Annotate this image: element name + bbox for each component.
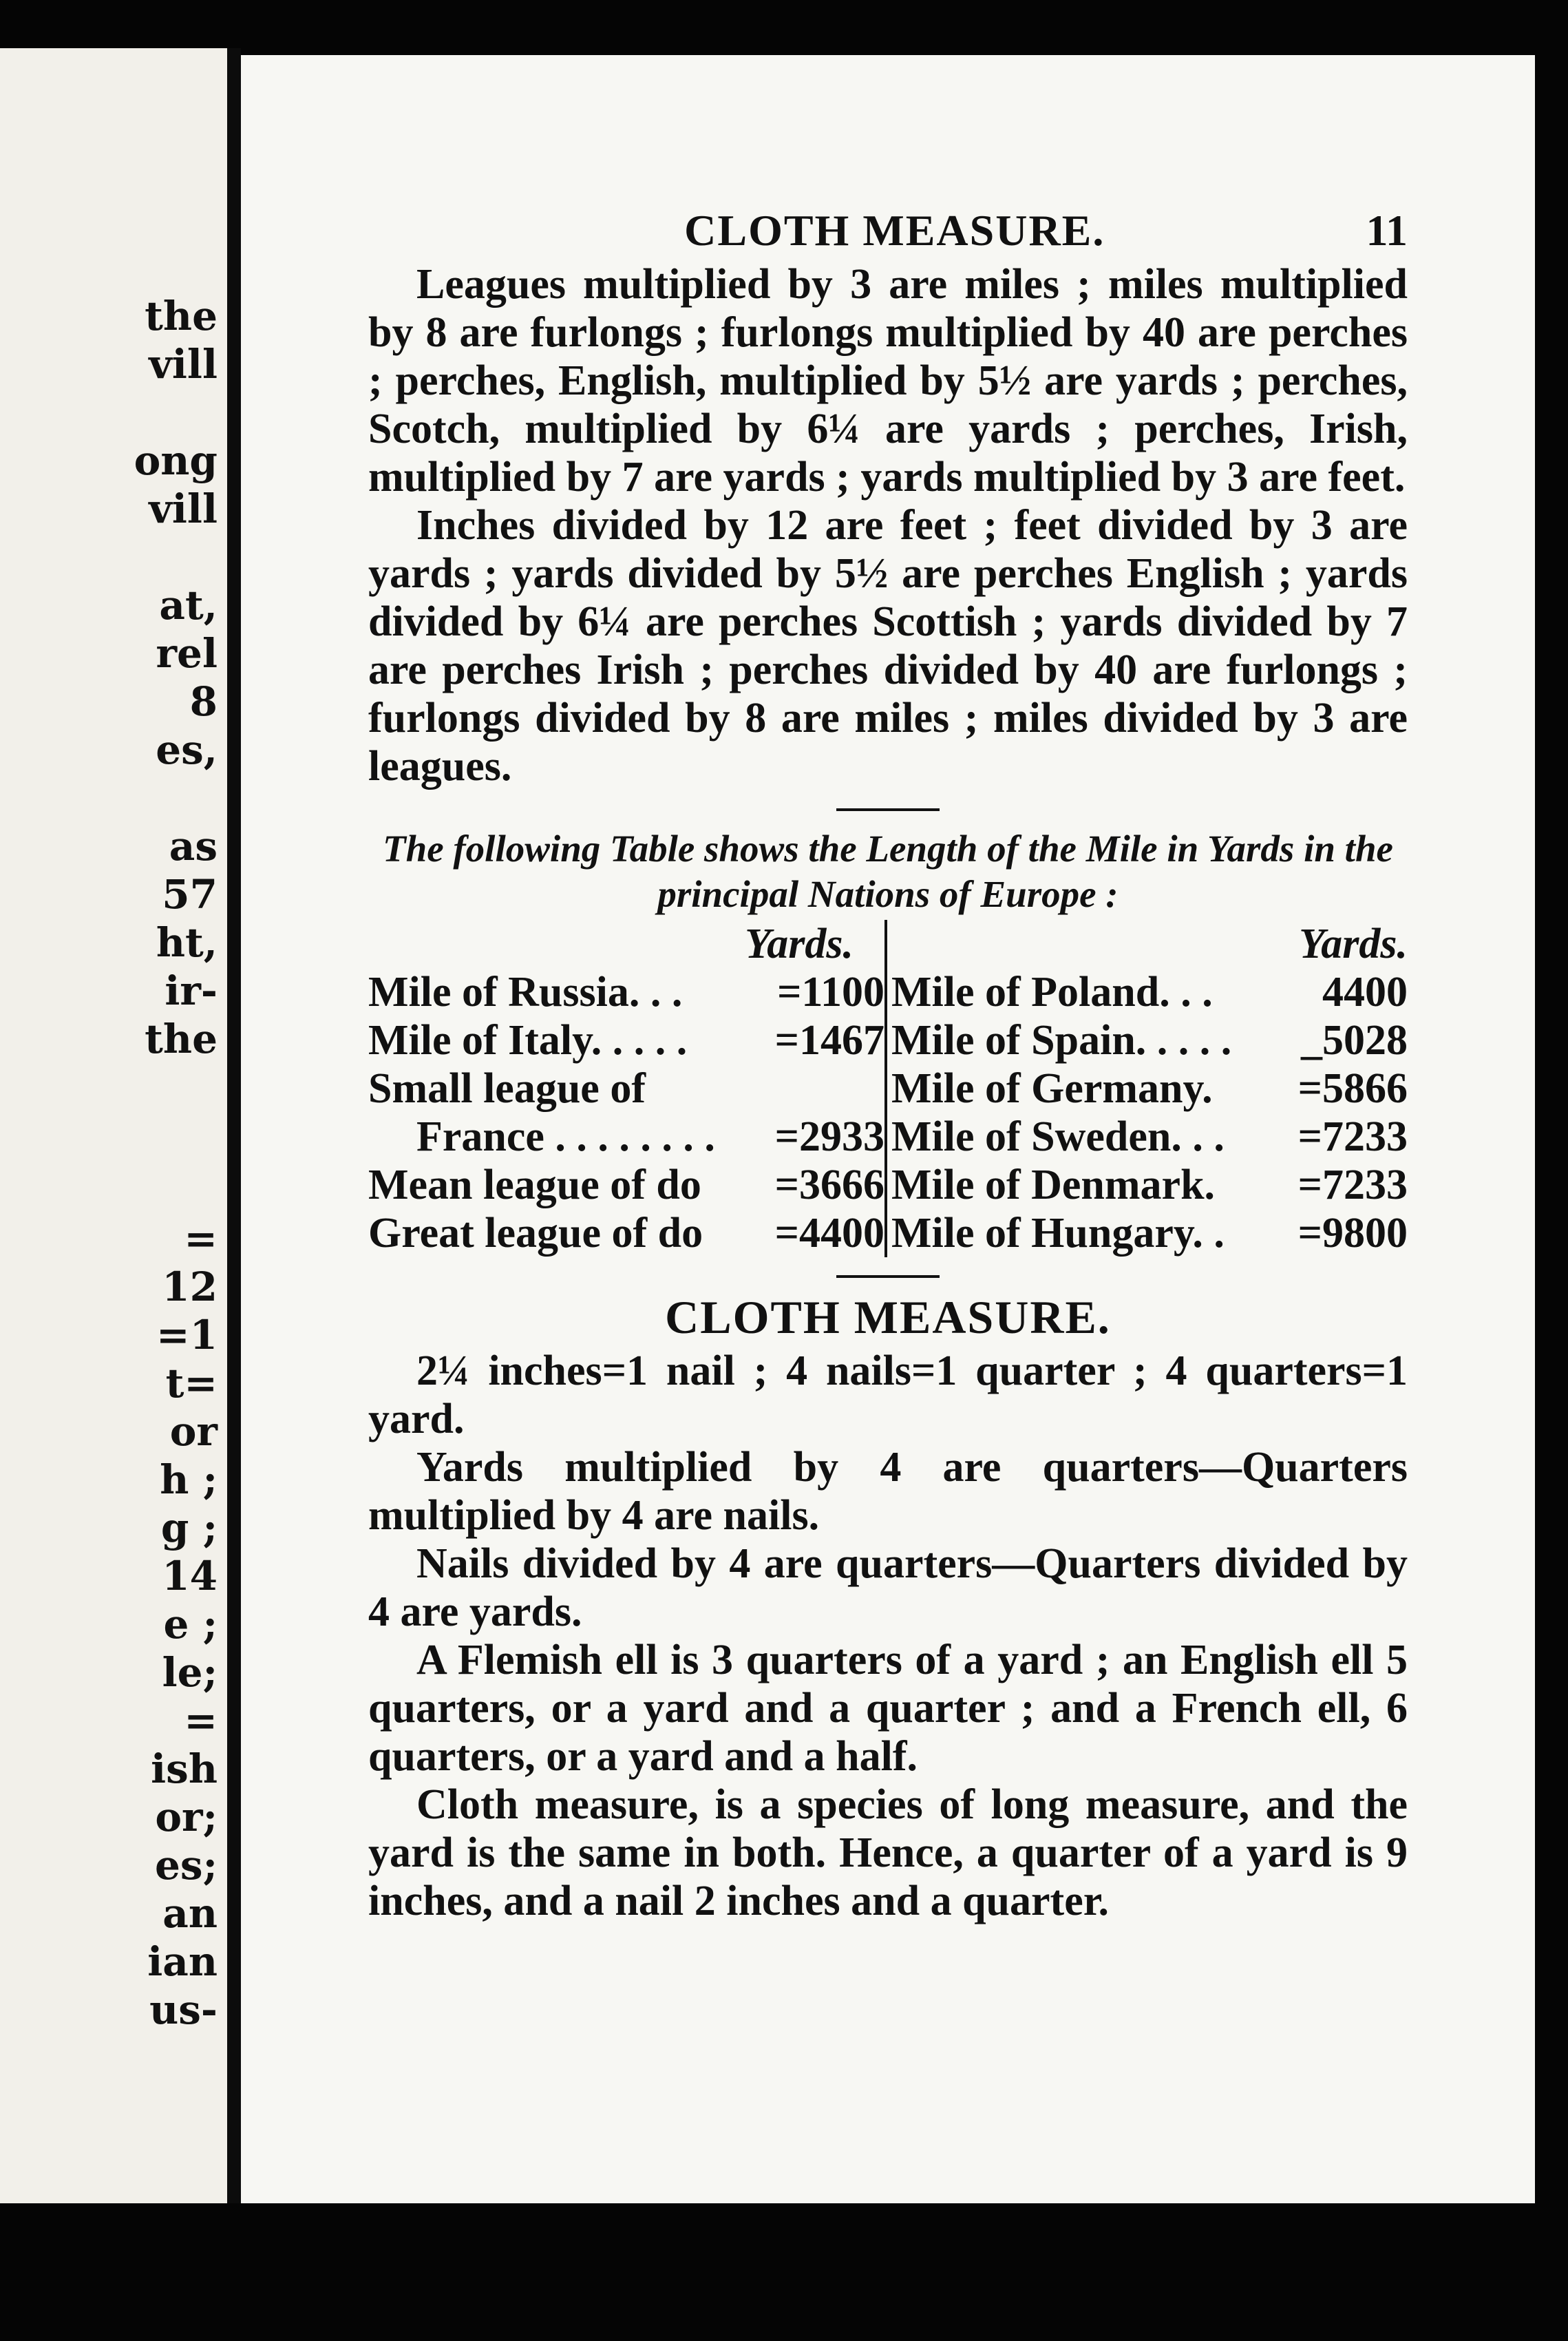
paragraph-nails-divided: Nails divided by 4 are quarters—Quarters divided by 4 are yards. xyxy=(368,1540,1408,1635)
facing-page-fragment: e ; xyxy=(163,1601,218,1648)
table-row-value: =2933 xyxy=(774,1113,884,1160)
facing-page-fragment: or; xyxy=(155,1794,218,1840)
table-row xyxy=(891,1113,1408,1161)
facing-page-fragment: es, xyxy=(156,726,218,773)
table-row-label: Mile of Sweden. . . xyxy=(891,1113,1225,1160)
book-gutter xyxy=(227,48,241,2203)
facing-page-fragment: = xyxy=(184,1697,218,1744)
table-row-value: =4400 xyxy=(774,1210,884,1257)
table-row-label: France . . . . . . . . xyxy=(416,1113,715,1160)
table-row xyxy=(368,1161,884,1209)
section-rule xyxy=(836,808,940,811)
facing-page-fragment: es; xyxy=(155,1842,218,1889)
section-title: CLOTH MEASURE. xyxy=(665,1291,1111,1343)
facing-page-fragment: g ; xyxy=(160,1504,218,1551)
table-row-label: Mile of Denmark. xyxy=(891,1162,1216,1208)
column-header-yards: Yards. xyxy=(1299,921,1408,967)
paragraph-cloth-units: 2¼ inches=1 nail ; 4 nails=1 quarter ; 4 quarters=1 yard. xyxy=(368,1347,1408,1442)
table-row-label: Mile of Hungary. . xyxy=(891,1210,1225,1257)
facing-page-fragment: 12 xyxy=(162,1263,218,1310)
table-caption: The following Table shows the Length of the Mile in Yards in the principal Nations of Europe : xyxy=(383,828,1393,915)
facing-page-fragment: rel xyxy=(156,630,218,677)
page-number: 11 xyxy=(1366,206,1408,255)
facing-page-fragment: 8 xyxy=(189,678,218,725)
table-row xyxy=(891,968,1408,1016)
table-row-label: Great league of do xyxy=(368,1210,703,1257)
facing-page-fragment: us- xyxy=(149,1986,218,2033)
table-row xyxy=(891,1209,1408,1257)
facing-page-fragment: ong xyxy=(134,437,218,484)
table-row xyxy=(891,1064,1408,1113)
table-row-value: =3666 xyxy=(774,1162,884,1208)
facing-page-fragment: an xyxy=(162,1890,218,1937)
table-row-value: =7233 xyxy=(1297,1162,1408,1208)
table-row-label: Mile of Poland. . . xyxy=(891,969,1213,1016)
book-page xyxy=(241,55,1535,2203)
facing-page-fragment: = xyxy=(184,1215,218,1262)
running-header xyxy=(368,207,1408,255)
facing-page-fragment: ish xyxy=(151,1745,218,1792)
paragraph-yards-multiplied: Yards multiplied by 4 are quarters—Quarters multiplied by 4 are nails. xyxy=(368,1444,1408,1539)
paragraph-inches-divided: Inches divided by 12 are feet ; feet divided by 3 are yards ; yards divided by 5½ are perches English ; yards divided by 6¼ are perches Scottish ; yards divided by 7 are perches Irish ; perches divided by 40 are furlongs ; furlongs divided by 8 are miles ; miles divided by 3 are leagues. xyxy=(368,502,1408,790)
table-row xyxy=(368,1113,884,1161)
facing-page-fragment: as xyxy=(169,823,218,870)
table-row-label: Mile of Spain. . . . . xyxy=(891,1017,1232,1064)
table-row xyxy=(368,968,884,1016)
table-row-label: Small league of xyxy=(368,1065,646,1112)
table-row-value: =1100 xyxy=(777,969,884,1016)
facing-page-fragment: vill xyxy=(149,341,218,388)
table-row-label: Mean league of do xyxy=(368,1162,701,1208)
table-row-value: =5866 xyxy=(1297,1065,1408,1112)
facing-page-fragment: at, xyxy=(159,582,218,629)
table-row xyxy=(891,1161,1408,1209)
facing-page-fragment: ht, xyxy=(156,919,218,966)
facing-page-fragment: h ; xyxy=(160,1456,218,1503)
facing-page-fragment: 57 xyxy=(162,871,218,918)
column-header-yards: Yards. xyxy=(745,921,854,967)
mile-length-table xyxy=(368,920,1408,1257)
table-row xyxy=(368,1016,884,1064)
facing-page-fragment: ian xyxy=(147,1938,218,1985)
table-column-left xyxy=(368,920,884,1257)
table-row xyxy=(891,1016,1408,1064)
facing-page-fragment: the xyxy=(145,293,218,339)
table-row-value: =1467 xyxy=(774,1017,884,1064)
page-content xyxy=(368,207,1408,1925)
facing-page-fragment: or xyxy=(169,1408,218,1455)
table-row-value: 4400 xyxy=(1322,969,1408,1016)
paragraph-cloth-measure-note: Cloth measure, is a species of long measure, and the yard is the same in both. Hence, a quarter of a yard is 9 inches, and a nail 2 inches and a quarter. xyxy=(368,1781,1408,1924)
facing-page-fragment: the xyxy=(145,1016,218,1062)
facing-page-fragment: 14 xyxy=(162,1553,218,1599)
facing-page-fragment: t= xyxy=(165,1360,218,1407)
paragraph-leagues-multiplied: Leagues multiplied by 3 are miles ; miles multiplied by 8 are furlongs ; furlongs multiplied by 40 are perches ; perches, English, multiplied by 5½ are yards ; perches, Scotch, multiplied by 6¼ are yards ; perches, Irish, multiplied by 7 are yards ; yards multiplied by 3 are feet. xyxy=(368,261,1408,501)
facing-page-fragment: vill xyxy=(149,485,218,532)
section-rule xyxy=(836,1275,940,1278)
facing-page-left xyxy=(0,48,227,2203)
paragraph-ell-definitions: A Flemish ell is 3 quarters of a yard ; an English ell 5 quarters, or a yard and a quarter ; and a French ell, 6 quarters, or a yard and a half. xyxy=(368,1637,1408,1780)
table-row-label: Mile of Italy. . . . . xyxy=(368,1017,688,1064)
table-row xyxy=(368,1064,884,1113)
table-row-label: Mile of Russia. . . xyxy=(368,969,683,1016)
table-row xyxy=(368,1209,884,1257)
facing-page-fragment: le; xyxy=(162,1649,218,1696)
table-row-label: Mile of Germany. xyxy=(891,1065,1213,1112)
table-row-value: _5028 xyxy=(1301,1017,1408,1064)
table-column-right xyxy=(884,920,1408,1257)
table-row-value: =7233 xyxy=(1297,1113,1408,1160)
running-title: CLOTH MEASURE. xyxy=(684,206,1105,255)
facing-page-fragment: ir- xyxy=(165,967,218,1014)
table-row-value: =9800 xyxy=(1297,1210,1408,1257)
facing-page-fragment: =1 xyxy=(156,1312,218,1358)
